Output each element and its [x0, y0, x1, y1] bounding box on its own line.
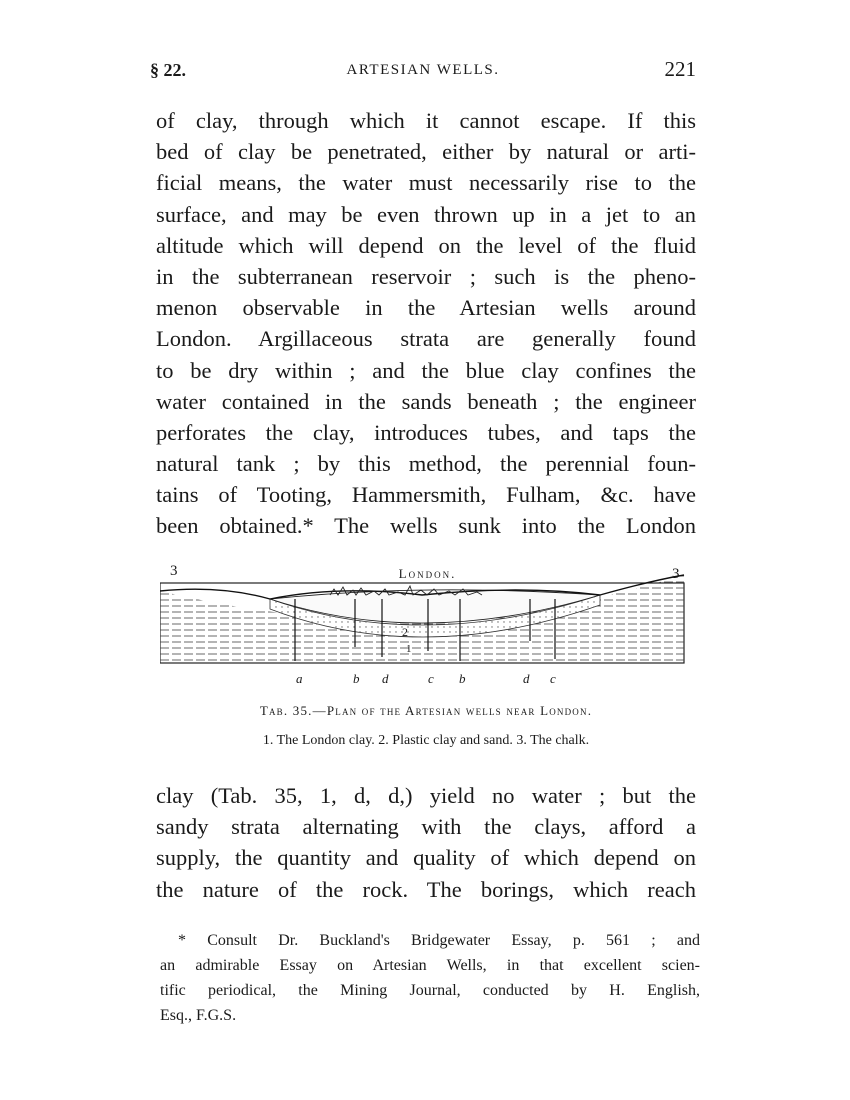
text-line: been obtained.* The wells sunk into the London [156, 513, 696, 539]
text-line: tains of Tooting, Hammersmith, Fulham, &c. have [156, 482, 696, 508]
text-line: natural tank ; by this method, the perennial foun- [156, 451, 696, 477]
text-line: menon observable in the Artesian wells around [156, 295, 696, 321]
text-line: surface, and may be even thrown up in a jet to an [156, 201, 696, 227]
stratum-label-right: 3 [672, 566, 680, 582]
well-letter: a [296, 671, 303, 686]
well-letter: c [550, 671, 556, 686]
text-line: in the subterranean reservoir ; such is the pheno- [156, 263, 696, 289]
text-line: of clay, through which it cannot escape. If this [156, 108, 696, 133]
well-letter: d [382, 671, 389, 686]
footnote-line: tific periodical, the Mining Journal, conducted by H. English, [160, 982, 700, 999]
figure-caption-title: Tab. 35.—Plan of the Artesian wells near London. [259, 703, 593, 718]
stratum-label-low: 1 [406, 643, 412, 655]
text-line: to be dry within ; and the blue clay confines the [156, 357, 696, 383]
well-letter: d [523, 671, 530, 686]
text-line: supply, the quantity and quality of which depend on [156, 845, 696, 871]
text-line: altitude which will depend on the level of the fluid [156, 232, 696, 258]
paragraph-bottom [156, 780, 696, 905]
city-label: London. [398, 566, 457, 581]
text-line: London. Argillaceous strata are generally found [156, 326, 696, 352]
section-number: § 22. [150, 60, 186, 80]
geological-section-figure [160, 555, 695, 690]
text-line: bed of clay be penetrated, either by natural or arti- [156, 139, 696, 165]
footnote-line: Esq., F.G.S. [160, 1007, 237, 1024]
running-title: ARTESIAN WELLS. [346, 62, 500, 78]
footnote-line: * Consult Dr. Buckland's Bridgewater Essay, p. 561 ; and [178, 932, 700, 949]
footnote-line: an admirable Essay on Artesian Wells, in that excellent scien- [160, 957, 700, 974]
footnote [160, 928, 700, 1028]
text-line: perforates the clay, introduces tubes, and taps the [156, 419, 696, 445]
text-line: water contained in the sands beneath ; the engineer [156, 388, 696, 414]
text-line: sandy strata alternating with the clays, afford a [156, 814, 696, 840]
page-number: 221 [664, 57, 696, 81]
paragraph-top [156, 105, 696, 542]
well-letter: b [353, 671, 360, 686]
stratum-label-mid: 2 [402, 625, 408, 639]
stratum-label-left: 3 [170, 563, 178, 579]
well-letter: c [428, 671, 434, 686]
well-letter: b [459, 671, 466, 686]
figure-caption-legend: 1. The London clay. 2. Plastic clay and sand. 3. The chalk. [262, 733, 590, 748]
text-line: the nature of the rock. The borings, which reach [156, 876, 696, 902]
text-line: ficial means, the water must necessarily rise to the [156, 170, 696, 196]
text-line: clay (Tab. 35, 1, d, d,) yield no water ; but the [156, 783, 696, 808]
running-head [150, 57, 696, 88]
